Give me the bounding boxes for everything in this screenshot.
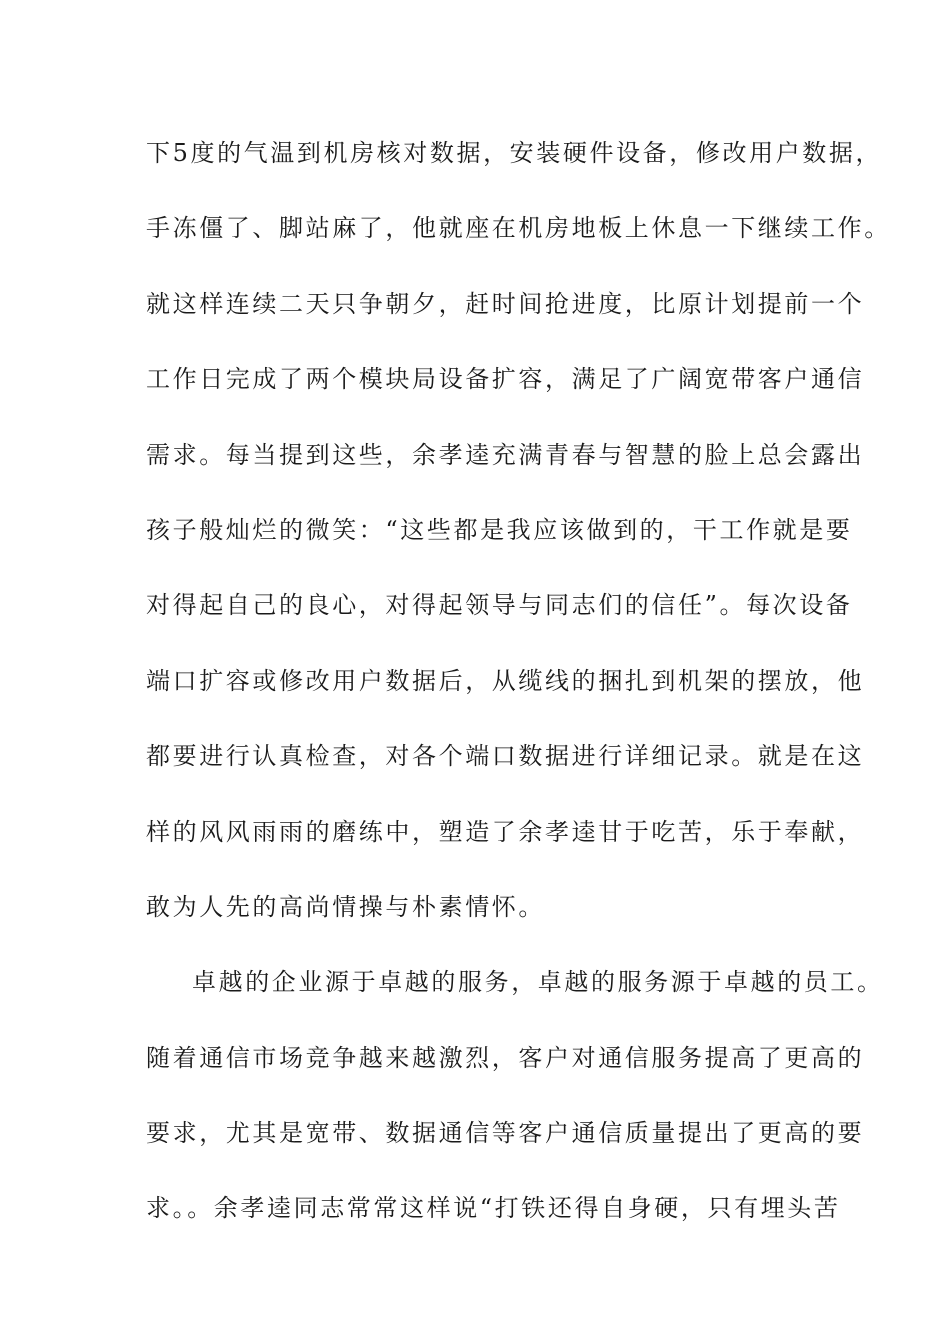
text-line: 工作日完成了两个模块局设备扩容，满足了广阔宽带客户通信 (146, 365, 865, 394)
body-text (146, 127, 891, 1258)
text-line: 对得起自己的良心，对得起领导与同志们的信任”。每次设备 (146, 591, 853, 620)
text-line: 孩子般灿烂的微笑：“这些都是我应该做到的，干工作就是要 (146, 515, 853, 544)
text-line: 随着通信市场竞争越来越激烈，客户对通信服务提高了更高的 (146, 1043, 865, 1072)
text-line: 就这样连续二天只争朝夕，赶时间抢进度，比原计划提前一个 (146, 289, 865, 318)
text-line: 需求。每当提到这些，余孝逵充满青春与智慧的脸上总会露出 (146, 440, 865, 469)
text-line: 下5度的气温到机房核对数据，安装硬件设备，修改用户数据， (146, 139, 883, 167)
text-line: 要求，尤其是宽带、数据通信等客户通信质量提出了更高的要 (146, 1119, 865, 1148)
text-line: 手冻僵了、脚站麻了，他就座在机房地板上休息一下继续工作。 (146, 214, 891, 243)
text-line: 端口扩容或修改用户数据后，从缆线的捆扎到机架的摆放，他 (146, 666, 865, 695)
text-line: 样的风风雨雨的磨练中，塑造了余孝逵甘于吃苦，乐于奉献， (146, 817, 865, 846)
text-line: 敢为人先的高尚情操与朴素情怀。 (146, 892, 545, 921)
text-line: 都要进行认真检查，对各个端口数据进行详细记录。就是在这 (146, 742, 865, 771)
text-line: 求。。余孝逵同志常常这样说“打铁还得自身硬，只有埋头苦 (146, 1194, 841, 1223)
paragraph-first-line: 卓越的企业源于卓越的服务，卓越的服务源于卓越的员工。 (192, 968, 884, 997)
